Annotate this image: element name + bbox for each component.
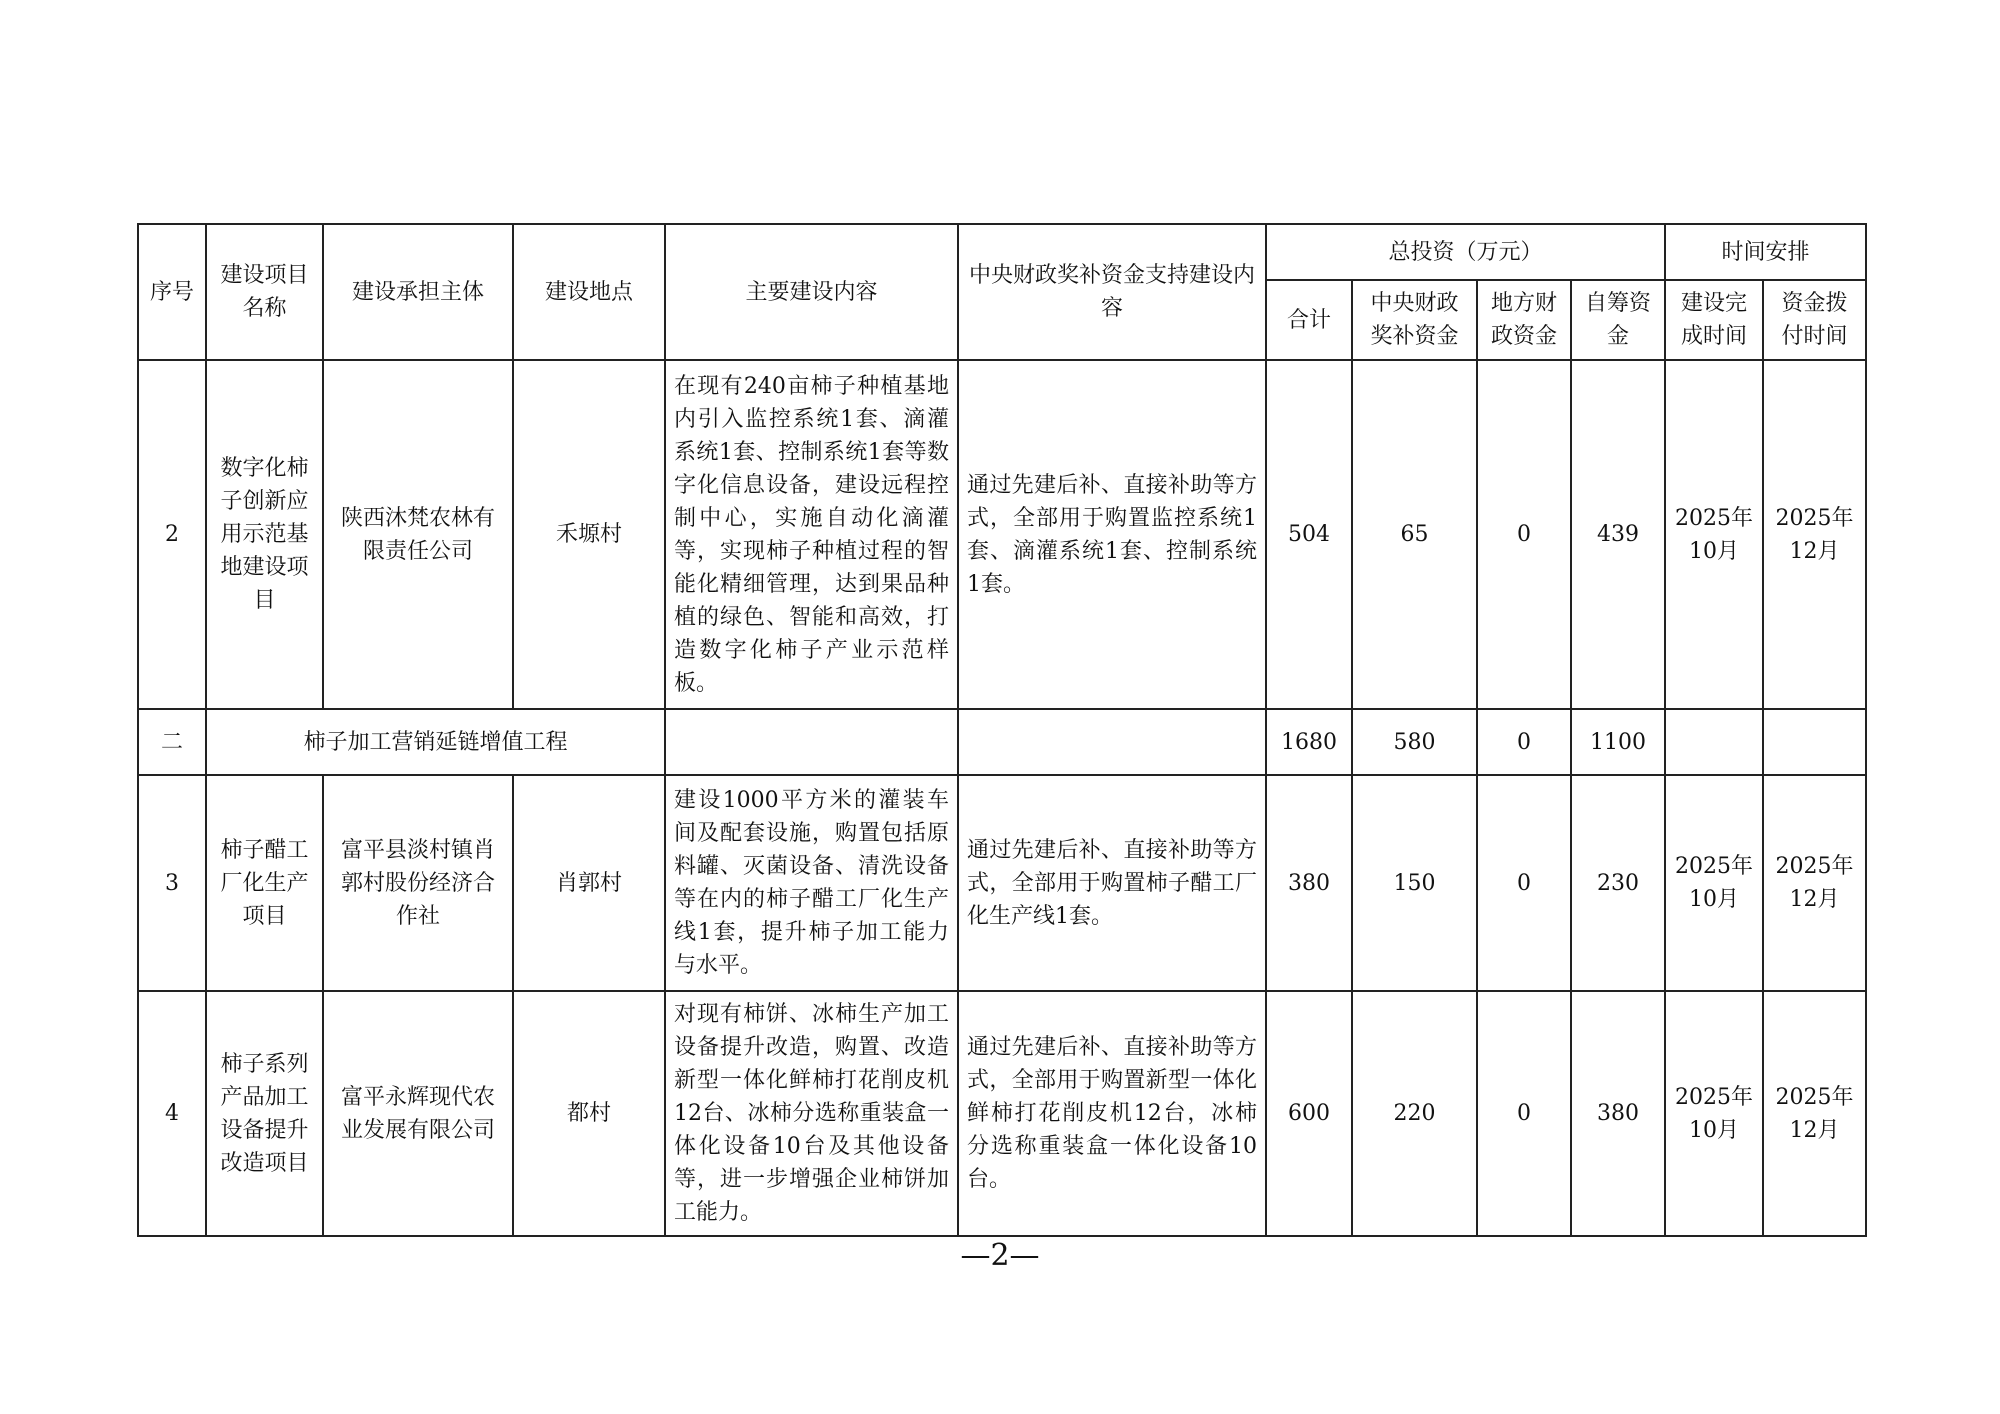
cell-central-support: 通过先建后补、直接补助等方式，全部用于购置柿子醋工厂化生产线1套。: [958, 775, 1266, 991]
section-central-empty: [958, 709, 1266, 775]
header-schedule-group: 时间安排: [1665, 224, 1866, 280]
header-owner: 建设承担主体: [323, 224, 513, 360]
header-content: 主要建设内容: [665, 224, 958, 360]
section-total: 1680: [1266, 709, 1352, 775]
cell-central-support: 通过先建后补、直接补助等方式，全部用于购置监控系统1套、滴灌系统1套、控制系统1套。: [958, 360, 1266, 709]
cell-self-funds: 380: [1571, 991, 1665, 1236]
cell-location: 都村: [513, 991, 665, 1236]
cell-total: 504: [1266, 360, 1352, 709]
watermark-text: [47, 72, 85, 110]
cell-local-funds: 0: [1477, 991, 1571, 1236]
header-project-name: 建设项目名称: [206, 224, 323, 360]
cell-central-support: 通过先建后补、直接补助等方式，全部用于购置新型一体化鲜柿打花削皮机12台，冰柿分选称重装盒一体化设备10台。: [958, 991, 1266, 1236]
cell-owner: 陕西沐梵农林有限责任公司: [323, 360, 513, 709]
header-seq: 序号: [138, 224, 206, 360]
cell-local-funds: 0: [1477, 360, 1571, 709]
table-row: [138, 775, 1866, 991]
section-title: 柿子加工营销延链增值工程: [206, 709, 665, 775]
cell-seq: 3: [138, 775, 206, 991]
project-table: [137, 223, 1867, 1237]
cell-disbursement-time: 2025年12月: [1763, 775, 1866, 991]
section-central-funds: 580: [1352, 709, 1477, 775]
header-central-funds: 中央财政奖补资金: [1352, 280, 1477, 360]
section-seq: 二: [138, 709, 206, 775]
section-row: [138, 709, 1866, 775]
cell-content: 对现有柿饼、冰柿生产加工设备提升改造，购置、改造新型一体化鲜柿打花削皮机12台、冰柿分选称重装盒一体化设备10台及其他设备等，进一步增强企业柿饼加工能力。: [665, 991, 958, 1236]
header-location: 建设地点: [513, 224, 665, 360]
table-row: [138, 360, 1866, 709]
cell-completion-time: 2025年10月: [1665, 775, 1763, 991]
header-total: 合计: [1266, 280, 1352, 360]
cell-location: 禾塬村: [513, 360, 665, 709]
cell-central-funds: 220: [1352, 991, 1477, 1236]
cell-total: 600: [1266, 991, 1352, 1236]
cell-central-funds: 65: [1352, 360, 1477, 709]
cell-owner: 富平永辉现代农业发展有限公司: [323, 991, 513, 1236]
cell-location: 肖郭村: [513, 775, 665, 991]
header-investment-group: 总投资（万元）: [1266, 224, 1665, 280]
cell-self-funds: 439: [1571, 360, 1665, 709]
section-local-funds: 0: [1477, 709, 1571, 775]
section-self-funds: 1100: [1571, 709, 1665, 775]
header-disbursement-time: 资金拨付时间: [1763, 280, 1866, 360]
section-disbursement-empty: [1763, 709, 1866, 775]
cell-seq: 4: [138, 991, 206, 1236]
section-content-empty: [665, 709, 958, 775]
cell-owner: 富平县淡村镇肖郭村股份经济合作社: [323, 775, 513, 991]
cell-local-funds: 0: [1477, 775, 1571, 991]
cell-completion-time: 2025年10月: [1665, 991, 1763, 1236]
cell-content: 在现有240亩柿子种植基地内引入监控系统1套、滴灌系统1套、控制系统1套等数字化信息设备，建设远程控制中心，实施自动化滴灌等，实现柿子种植过程的智能化精细管理，达到果品种植的绿色、智能和高效，打造数字化柿子产业示范样板。: [665, 360, 958, 709]
cell-total: 380: [1266, 775, 1352, 991]
header-local-funds: 地方财政资金: [1477, 280, 1571, 360]
cell-disbursement-time: 2025年12月: [1763, 991, 1866, 1236]
header-self-funds: 自筹资金: [1571, 280, 1665, 360]
cell-project-name: 数字化柿子创新应用示范基地建设项目: [206, 360, 323, 709]
cell-completion-time: 2025年10月: [1665, 360, 1763, 709]
header-completion-time: 建设完成时间: [1665, 280, 1763, 360]
cell-seq: 2: [138, 360, 206, 709]
cell-central-funds: 150: [1352, 775, 1477, 991]
cell-content: 建设1000平方米的灌装车间及配套设施，购置包括原料罐、灭菌设备、清洗设备等在内的柿子醋工厂化生产线1套，提升柿子加工能力与水平。: [665, 775, 958, 991]
cell-disbursement-time: 2025年12月: [1763, 360, 1866, 709]
cell-project-name: 柿子系列产品加工设备提升改造项目: [206, 991, 323, 1236]
header-central-support: 中央财政奖补资金支持建设内容: [958, 224, 1266, 360]
cell-project-name: 柿子醋工厂化生产项目: [206, 775, 323, 991]
cell-self-funds: 230: [1571, 775, 1665, 991]
table-row: [138, 991, 1866, 1236]
section-completion-empty: [1665, 709, 1763, 775]
page-number: —2—: [960, 1238, 1040, 1273]
